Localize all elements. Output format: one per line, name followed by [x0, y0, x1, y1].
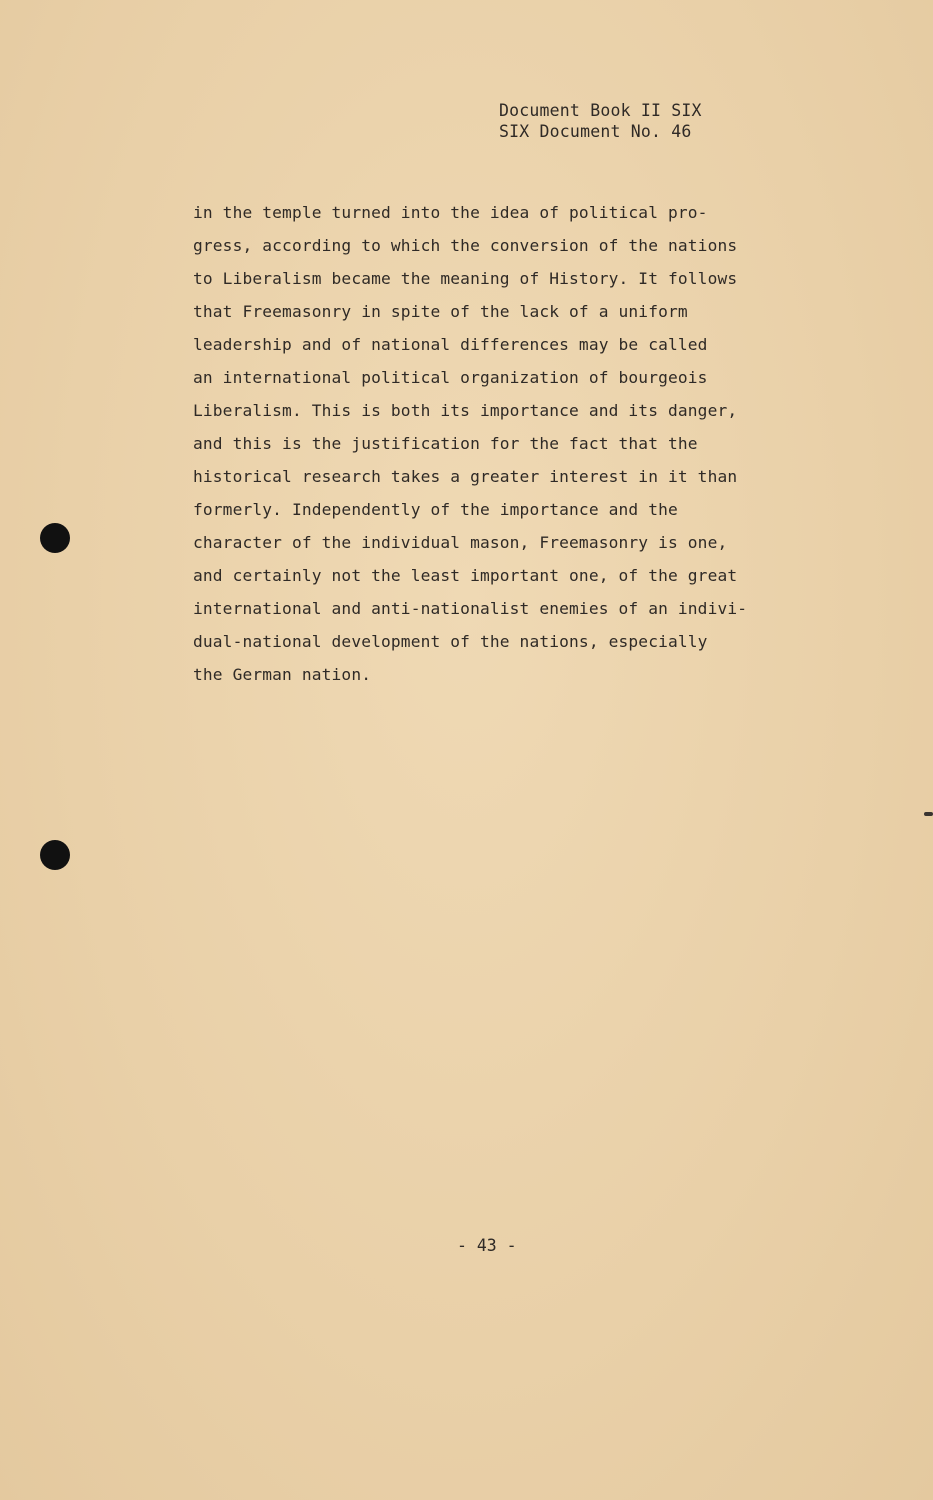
- text-line: gress, according to which the conversion of the nations: [193, 236, 738, 255]
- edge-mark: [924, 812, 933, 816]
- text-line: international and anti-nationalist enemies of an indivi-: [193, 599, 748, 618]
- text-line: in the temple turned into the idea of political pro-: [193, 203, 708, 222]
- text-line: formerly. Independently of the importance and the: [193, 500, 678, 519]
- text-line: and certainly not the least important one, of the great: [193, 566, 738, 585]
- document-header: [499, 100, 702, 142]
- punch-hole-top: [40, 523, 70, 553]
- text-line: leadership and of national differences may be called: [193, 335, 708, 354]
- text-line: the German nation.: [193, 665, 372, 684]
- text-line: that Freemasonry in spite of the lack of a uniform: [193, 302, 688, 321]
- punch-hole-bottom: [40, 840, 70, 870]
- header-document-number: SIX Document No. 46: [499, 122, 692, 141]
- page-number: - 43 -: [457, 1236, 517, 1255]
- text-line: and this is the justification for the fact that the: [193, 434, 698, 453]
- text-line: character of the individual mason, Freemasonry is one,: [193, 533, 728, 552]
- header-book-line: Document Book II SIX: [499, 101, 702, 120]
- text-line: dual-national development of the nations, especially: [193, 632, 708, 651]
- text-line: Liberalism. This is both its importance and its danger,: [193, 401, 738, 420]
- text-line: historical research takes a greater interest in it than: [193, 467, 738, 486]
- text-line: an international political organization of bourgeois: [193, 368, 708, 387]
- text-line: to Liberalism became the meaning of History. It follows: [193, 269, 738, 288]
- body-text: [193, 196, 853, 691]
